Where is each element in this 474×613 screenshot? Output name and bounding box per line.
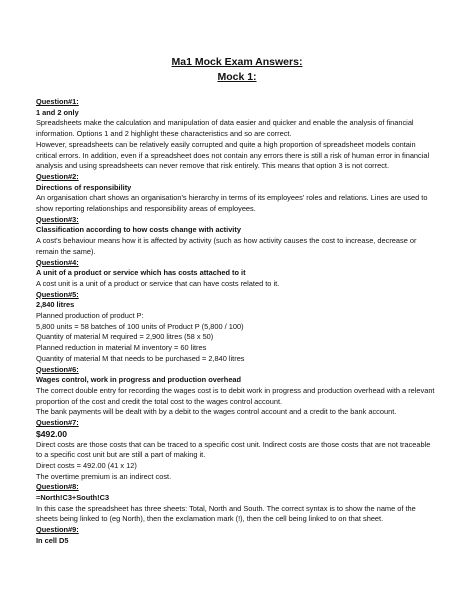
question-block [36, 258, 438, 290]
question-block [36, 418, 438, 482]
question-block [36, 172, 438, 215]
question-heading: Question#9: [36, 525, 79, 535]
question-heading: Question#3: [36, 214, 79, 224]
question-block [36, 482, 438, 525]
explanation-line: Direct costs are those costs that can be traced to a specific cost unit. Indirect costs are those costs that are not traceable to a specific cost unit but are still a part of making it. [36, 439, 431, 460]
explanation-line: Planned reduction in material M inventory = 60 litres [36, 343, 207, 353]
title-block [36, 0, 438, 85]
explanation-line: 5,800 units = 58 batches of 100 units of Product P (5,800 / 100) [36, 321, 244, 331]
question-answer: 1 and 2 only [36, 107, 79, 117]
explanation-line: The bank payments will be dealt with by a debit to the wages control account and a credit to the bank account. [36, 407, 397, 417]
explanation-line: Quantity of material M that needs to be purchased = 2,840 litres [36, 353, 245, 363]
document-subtitle: Mock 1: [217, 71, 257, 83]
question-answer: In cell D5 [36, 535, 69, 545]
question-answer: Wages control, work in progress and production overhead [36, 375, 242, 385]
question-answer: Directions of responsibility [36, 182, 132, 192]
question-heading: Question#5: [36, 289, 79, 299]
question-answer: Classification according to how costs change with activity [36, 225, 241, 235]
explanation-line: The overtime premium is an indirect cost. [36, 471, 172, 481]
explanation-line: A cost unit is a unit of a product or service that can have costs related to it. [36, 278, 280, 288]
explanation-line: However, spreadsheets can be relatively easily corrupted and quite a high proportion of spreadsheet models contain critical errors. In addition, even if a spreadsheet does not contain any errors there is still a risk of human error in financial analysis and using spreadsheets can never remove that risk entirely. This means that option 3 is not correct. [36, 139, 430, 171]
question-answer: 2,840 litres [36, 300, 75, 310]
question-heading: Question#6: [36, 364, 79, 374]
question-heading: Question#8: [36, 482, 79, 492]
question-answer: $492.00 [36, 428, 68, 439]
explanation-line: In this case the spreadsheet has three sheets: Total, North and South. The correct syntax is to show the name of the sheets being linked to (eg North), then the exclamation mark (!), then the cell being linked to on that sheet. [36, 503, 416, 524]
question-heading: Question#4: [36, 257, 79, 267]
explanation-line: Spreadsheets make the calculation and manipulation of data easier and quicker and enable the analysis of financial information. Options 1 and 2 highlight these characteristics and so are correct. [36, 118, 414, 139]
question-heading: Question#1: [36, 97, 79, 106]
question-answer: =North!C3+South!C3 [36, 493, 110, 503]
explanation-line: A cost's behaviour means how it is affected by activity (such as how activity causes the cost to increase, decrease or remain the same). [36, 236, 417, 256]
question-block [36, 365, 438, 419]
question-heading: Question#7: [36, 418, 79, 428]
question-block [36, 97, 438, 172]
question-answer: A unit of a product or service which has costs attached to it [36, 268, 246, 278]
explanation-line: Planned production of product P: [36, 311, 144, 321]
explanation-line: An organisation chart shows an organisation's hierarchy in terms of its employees' roles and relations. Lines are used to show reporting relationships and responsibility areas of employees. [36, 193, 428, 214]
explanation-line: The correct double entry for recording the wages cost is to debit work in progress and production overhead with a relevant proportion of the cost and credit the total cost to the wages control account. [36, 385, 435, 406]
answers-body [36, 97, 438, 547]
question-block [36, 525, 438, 546]
question-block [36, 290, 438, 365]
question-block [36, 215, 438, 258]
question-heading: Question#2: [36, 171, 79, 181]
document-title: Ma1 Mock Exam Answers: [171, 56, 303, 68]
explanation-line: Direct costs = 492.00 (41 x 12) [36, 460, 137, 470]
explanation-line: Quantity of material M required = 2,900 litres (58 x 50) [36, 332, 214, 342]
